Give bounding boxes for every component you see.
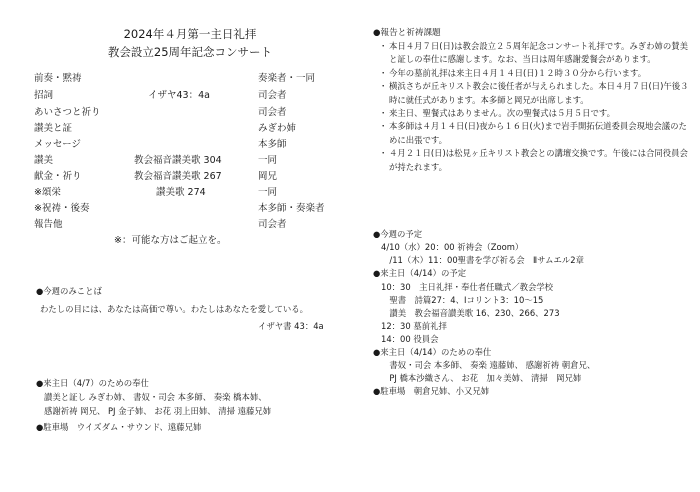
verse-text: わたしの目には、あなたは高価で尊い。わたしはあなたを愛している。 [40, 304, 308, 314]
schedule-line: 4/10（水）20：00 祈祷会（Zoom） [381, 242, 524, 252]
next-parking-line: ●駐車場 朝倉兄姉、小又兄姉 [373, 386, 490, 396]
next-schedule-line: 12：30 墓前礼拝 [381, 321, 447, 331]
schedule-heading: ●今週の予定 [373, 229, 423, 239]
next-schedule-heading: ●来主日（4/14）の予定 [373, 268, 467, 278]
order-item: メッセージ [34, 139, 81, 150]
page-title: 2024年４月第一主日礼拝 [123, 27, 257, 41]
order-item: ※祝祷・後奏 [34, 203, 90, 214]
order-who: 本多師 [258, 139, 287, 150]
order-who: 岡兄 [258, 171, 278, 182]
order-who: 本多師・奏楽者 [258, 203, 325, 214]
order-who: 一同 [258, 187, 278, 198]
order-item: 讃美と証 [34, 123, 73, 134]
report-item: ・ ４月２１日(日)は松見ヶ丘キリスト教会との講壇交換です。午後には合同役員会が持たれます。 [381, 147, 689, 174]
page-subtitle: 教会設立25周年記念コンサート [107, 45, 273, 59]
standing-note: ※：可能な方はご起立を。 [114, 235, 227, 246]
order-who: 司会者 [258, 107, 287, 118]
next-serve-heading: ●来主日（4/14）のための奉仕 [373, 347, 492, 357]
report-item: ・ 本多師は４月１４日(日)夜から１６日(火)まで岩手開拓伝道委員会現地会議のために出張です。 [381, 120, 689, 147]
next-service-line: 感謝祈祷 岡兄、 PJ 金子姉、 お花 羽上田姉、 清掃 遠藤兄姉 [44, 406, 272, 416]
order-item: 献金・祈り [34, 171, 82, 182]
order-item: 讃美 [34, 155, 54, 166]
report-item: ・ 今年の墓前礼拝は来主日４月１４日(日)１２時３０分から行います。 [381, 67, 689, 80]
order-mid: 讃美歌 274 [156, 187, 206, 198]
order-item: 前奏・黙祷 [34, 73, 82, 84]
verse-reference: イザヤ書 43：4a [258, 321, 324, 331]
next-schedule-line: 10：30 主日礼拝・奉仕者任職式／教会学校 [381, 282, 554, 292]
order-who: 一同 [258, 155, 278, 166]
next-serve-line: 書奴・司会 本多師、 奏楽 遠藤姉、 感謝祈祷 朝倉兄、 [381, 360, 596, 370]
order-who: みぎわ姉 [258, 123, 297, 134]
next-service-heading: ●来主日（4/7）のための奉仕 [36, 378, 149, 388]
order-item: 招詞 [34, 90, 54, 101]
order-item: ※頌栄 [34, 187, 61, 198]
next-schedule-line: 聖書 詩篇27：4、Ⅰコリント3：10～15 [381, 295, 544, 305]
report-item: ・ 来主日、聖餐式はありません。次の聖餐式は５月５日です。 [381, 107, 689, 120]
parking-line: ●駐車場 ウイズダム・サウンド、遠藤兄姉 [36, 422, 202, 432]
report-item: ・ 横浜さちが丘キリスト教会に後任者が与えられました。本日４月７日(日)午後３時に就任式があります。本多師と岡兄が出席します。 [381, 80, 689, 107]
order-item: 報告他 [34, 219, 63, 230]
schedule-line: /11（木）11：00聖書を学び祈る会 Ⅱサムエル2章 [381, 255, 584, 265]
next-schedule-line: 14：00 役員会 [381, 334, 439, 344]
next-serve-line: PJ 橋本沙織さん、 お花 加々美姉、 清掃 岡兄姉 [381, 373, 582, 383]
reports-heading: ●報告と祈祷課題 [373, 28, 441, 38]
verse-heading: ●今週のみことば [36, 286, 102, 296]
report-item: ・ 本日４月７日(日)は教会設立２５周年記念コンサート礼拝です。みぎわ姉の賛美と証しの奉仕に感謝します。なお、当日は周年感謝愛餐会があります。 [381, 40, 689, 67]
order-item: あいさつと祈り [34, 107, 101, 118]
order-mid: 教会福音讃美歌 304 [134, 155, 222, 166]
order-who: 奏楽者・一同 [258, 73, 316, 84]
next-schedule-line: 讃美 教会福音讃美歌 16、230、266、273 [381, 308, 560, 318]
next-service-line: 讃美と証し みぎわ姉、 書奴・司会 本多師、 奏楽 橋本姉、 [44, 392, 267, 402]
order-mid: 教会福音讃美歌 267 [134, 171, 222, 182]
order-who: 司会者 [258, 219, 287, 230]
order-who: 司会者 [258, 90, 287, 101]
order-mid: イザヤ43：4a [148, 90, 210, 101]
reports-list [381, 40, 689, 174]
